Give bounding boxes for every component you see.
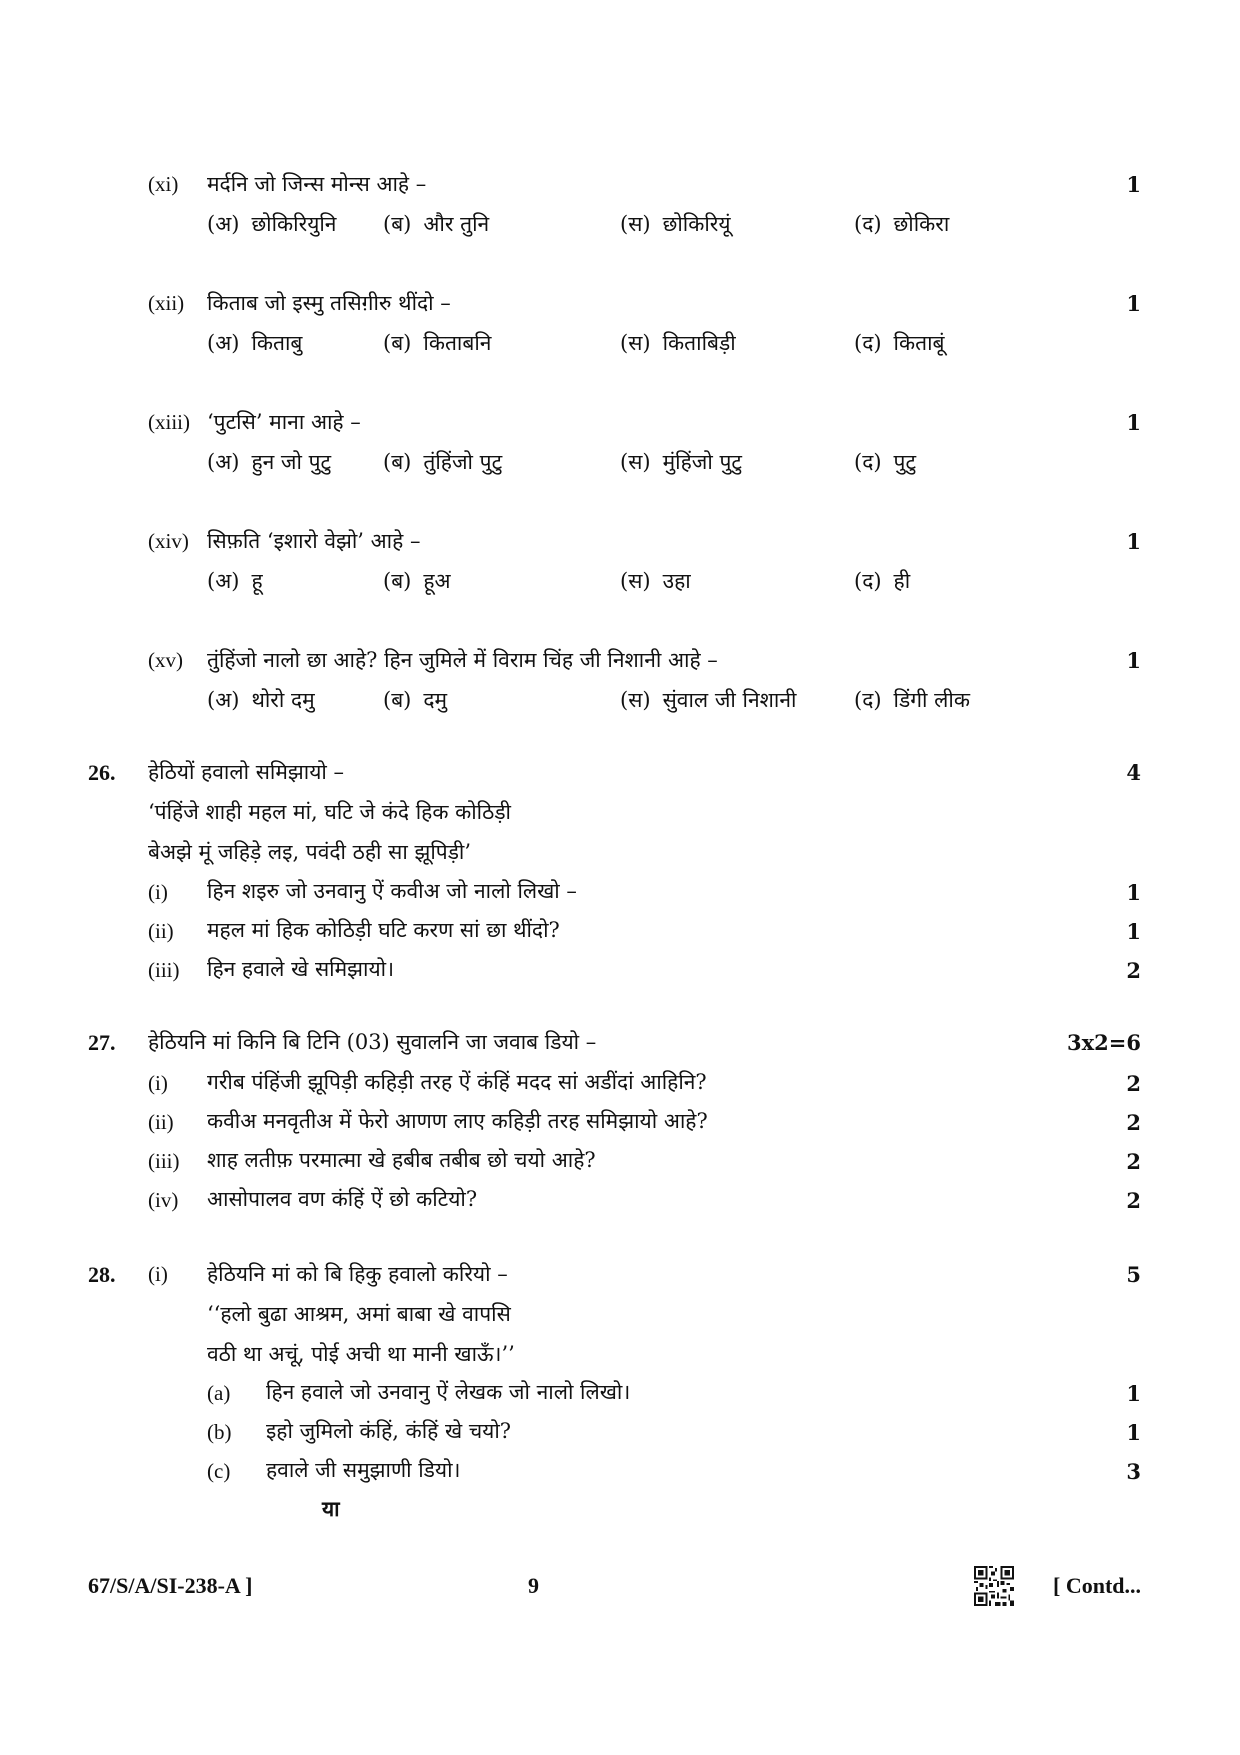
q25-xii-option-b: (ब) किताबनि [383, 331, 492, 355]
q27-sub-text: गरीब पंहिंजी झूपिड़ी कहिड़ी तरह ऐं कंहिं मदद सां अडींदां आहिनि? [207, 1070, 707, 1094]
q26-verse-line-2: बेअझे मूं जहिड़े लइ, पवंदी ठही सा झूपिड़ी’ [148, 840, 472, 864]
q28-verse-line-1: ‘‘हलो बुढा आश्रम, अमां बाबा खे वापसि [207, 1302, 511, 1326]
q27-sub-number: (iv) [148, 1188, 179, 1212]
q28-sub-text: हिन हवाले जो उनवानु ऐं लेखक जो नालो लिखो। [266, 1380, 631, 1404]
q28-marks: 5 [1126, 1262, 1141, 1287]
q27-text: हेठियनि मां किनि बि टिनि (03) सुवालनि जा जवाब डियो – [148, 1030, 597, 1054]
q27-sub-marks: 2 [1126, 1110, 1141, 1135]
q25-xi-option-c: (स) छोकिरियूं [620, 212, 731, 236]
q25-xv-option-a: (अ) थोरो दमु [207, 688, 315, 712]
q26-sub-number: (ii) [148, 919, 174, 943]
q25-xv-option-b: (ब) दमु [383, 688, 448, 712]
q25-xiv-number: (xiv) [148, 529, 189, 553]
q28-text: हेठियनि मां को बि हिकु हवालो करियो – [207, 1262, 508, 1286]
q25-xiv-marks: 1 [1126, 529, 1141, 554]
q25-xiii-number: (xiii) [148, 410, 190, 434]
q25-xv-marks: 1 [1126, 648, 1141, 673]
q25-xi-option-b: (ब) और तुनि [383, 212, 490, 236]
q25-xiii-option-b: (ब) तुंहिंजो पुटु [383, 450, 503, 474]
q28-sub-number: (b) [207, 1420, 232, 1444]
q26-number: 26. [88, 760, 116, 785]
q26-sub-number: (iii) [148, 958, 180, 982]
or-separator: या [322, 1496, 340, 1521]
q26-sub-marks: 2 [1126, 958, 1141, 983]
q28-number: 28. [88, 1262, 116, 1287]
q26-sub-text: महल मां हिक कोठिड़ी घटि करण सां छा थींदो? [207, 918, 560, 942]
q25-xiv-option-a: (अ) हू [207, 569, 263, 593]
q25-xv-text: तुंहिंजो नालो छा आहे? हिन जुमिले में विराम चिंह जी निशानी आहे – [207, 648, 718, 672]
paper-code: 67/S/A/SI-238-A ] [88, 1573, 253, 1598]
q25-xiii-marks: 1 [1126, 410, 1141, 435]
q27-sub-number: (ii) [148, 1110, 174, 1134]
q25-xiii-text: ‘पुटसि’ माना आहे – [207, 410, 361, 434]
q28-sub-number: (a) [207, 1381, 231, 1405]
q25-xiv-option-d: (द) ही [854, 569, 911, 593]
q26-sub-text: हिन शइरु जो उनवानु ऐं कवीअ जो नालो लिखो – [207, 879, 577, 903]
q26-sub-marks: 1 [1126, 919, 1141, 944]
q27-marks: 3x2=6 [1067, 1030, 1141, 1055]
q27-number: 27. [88, 1030, 116, 1055]
q27-sub-number: (iii) [148, 1149, 180, 1173]
q26-sub-number: (i) [148, 880, 168, 904]
q28-sub-marks: 1 [1126, 1420, 1141, 1445]
q28-verse-line-2: वठी था अचूं, पोई अची था मानी खाऊँ।’’ [207, 1342, 515, 1366]
q25-xii-option-d: (द) किताबूं [854, 331, 945, 355]
q25-xiii-option-d: (द) पुटु [854, 450, 917, 474]
q25-xii-option-a: (अ) किताबु [207, 331, 303, 355]
q25-xiv-text: सिफ़ति ‘इशारो वेझो’ आहे – [207, 529, 421, 553]
q26-text: हेठियों हवालो समिझायो – [148, 760, 345, 784]
q26-sub-text: हिन हवाले खे समिझायो। [207, 957, 395, 981]
q27-sub-marks: 2 [1126, 1149, 1141, 1174]
q27-sub-marks: 2 [1126, 1188, 1141, 1213]
q28-sub-marks: 3 [1126, 1459, 1141, 1484]
q25-xv-option-d: (द) डिंगी लीक [854, 688, 970, 712]
q26-verse-line-1: ‘पंहिंजे शाही महल मां, घटि जे कंदे हिक कोठिड़ी [148, 800, 511, 824]
q25-xii-text: किताब जो इस्मु तसिग़ीरु थींदो – [207, 291, 451, 315]
page-number: 9 [528, 1573, 539, 1598]
q28-sub-text: इहो जुमिलो कंहिं, कंहिं खे चयो? [266, 1419, 512, 1443]
q25-xiv-option-c: (स) उहा [620, 569, 691, 593]
q25-xii-number: (xii) [148, 291, 185, 315]
q27-sub-text: कवीअ मनवृतीअ में फेरो आणण लाए कहिड़ी तरह समिझायो आहे? [207, 1109, 708, 1133]
q28-sub-marks: 1 [1126, 1381, 1141, 1406]
q25-xi-marks: 1 [1126, 172, 1141, 197]
q25-xiv-option-b: (ब) हूअ [383, 569, 451, 593]
continued-label: [ Contd... [1053, 1573, 1142, 1598]
q25-xii-marks: 1 [1126, 291, 1141, 316]
q25-xv-number: (xv) [148, 648, 183, 672]
q28-sub-number: (c) [207, 1459, 231, 1483]
q25-xi-option-d: (द) छोकिरा [854, 212, 950, 236]
q25-xi-number: (xi) [148, 172, 179, 196]
q25-xi-text: मर्दनि जो जिन्स मोन्स आहे – [207, 172, 427, 196]
q25-xv-option-c: (स) सुंवाल जी निशानी [620, 688, 797, 712]
q25-xi-option-a: (अ) छोकिरियुनि [207, 212, 337, 236]
q25-xiii-option-a: (अ) हुन जो पुटु [207, 450, 332, 474]
qr-code-icon [974, 1566, 1014, 1610]
q27-sub-text: आसोपालव वण कंहिं ऐं छो कटियो? [207, 1187, 478, 1211]
q25-xiii-option-c: (स) मुंहिंजो पुटु [620, 450, 742, 474]
q27-sub-text: शाह लतीफ़ परमात्मा खे हबीब तबीब छो चयो आहे? [207, 1148, 596, 1172]
q28-part-number: (i) [148, 1262, 168, 1286]
q27-sub-number: (i) [148, 1071, 168, 1095]
q25-xii-option-c: (स) किताबिड़ी [620, 331, 736, 355]
q26-sub-marks: 1 [1126, 880, 1141, 905]
q27-sub-marks: 2 [1126, 1071, 1141, 1096]
q26-marks: 4 [1126, 760, 1141, 785]
q28-sub-text: हवाले जी समुझाणी डियो। [266, 1458, 461, 1482]
